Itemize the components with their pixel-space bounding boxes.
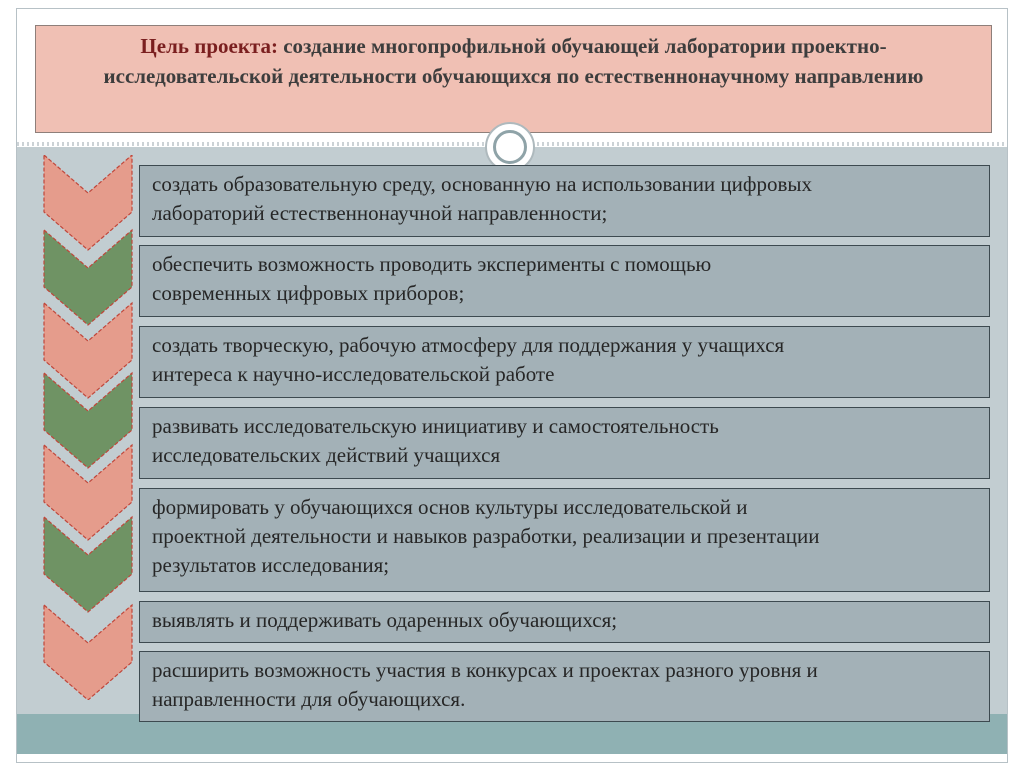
task-item-4: [139, 407, 990, 479]
task-line: формировать у обучающихся основ культуры исследовательской и: [152, 495, 748, 519]
task-item-6: [139, 601, 990, 643]
goal-text: создание многопрофильной обучающей лаборатории проектно-исследовательской деятельности обучающихся по естественнонаучному направлению: [103, 34, 924, 88]
task-line: проектной деятельности и навыков разработки, реализации и презентации: [152, 524, 820, 548]
task-line: расширить возможность участия в конкурсах и проектах разного уровня и: [152, 658, 818, 682]
task-item-1: [139, 165, 990, 237]
task-item-5: [139, 488, 990, 592]
project-goal-box: [35, 25, 992, 133]
task-item-3: [139, 326, 990, 398]
chevron-arrow-icon: [44, 605, 132, 700]
task-line: создать творческую, рабочую атмосферу для поддержания у учащихся: [152, 333, 785, 357]
task-line: развивать исследовательскую инициативу и самостоятельность: [152, 414, 719, 438]
task-item-7: [139, 651, 990, 722]
task-line: направленности для обучающихся.: [152, 687, 466, 711]
task-item-2: [139, 245, 990, 317]
chevron-column: [40, 155, 135, 700]
chevron-arrow-icon: [44, 155, 132, 250]
footer-line: [17, 754, 1007, 762]
task-line: современных цифровых приборов;: [152, 281, 465, 305]
task-line: обеспечить возможность проводить эксперименты с помощью: [152, 252, 712, 276]
task-line: лабораторий естественнонаучной направленности;: [152, 201, 608, 225]
task-line: создать образовательную среду, основанную на использовании цифровых: [152, 172, 813, 196]
task-line: выявлять и поддерживать одаренных обучающихся;: [152, 608, 618, 632]
task-line: интереса к научно-исследовательской работе: [152, 362, 555, 386]
task-line: результатов исследования;: [152, 553, 390, 577]
task-line: исследовательских действий учащихся: [152, 443, 501, 467]
goal-lead: Цель проекта:: [140, 34, 278, 58]
